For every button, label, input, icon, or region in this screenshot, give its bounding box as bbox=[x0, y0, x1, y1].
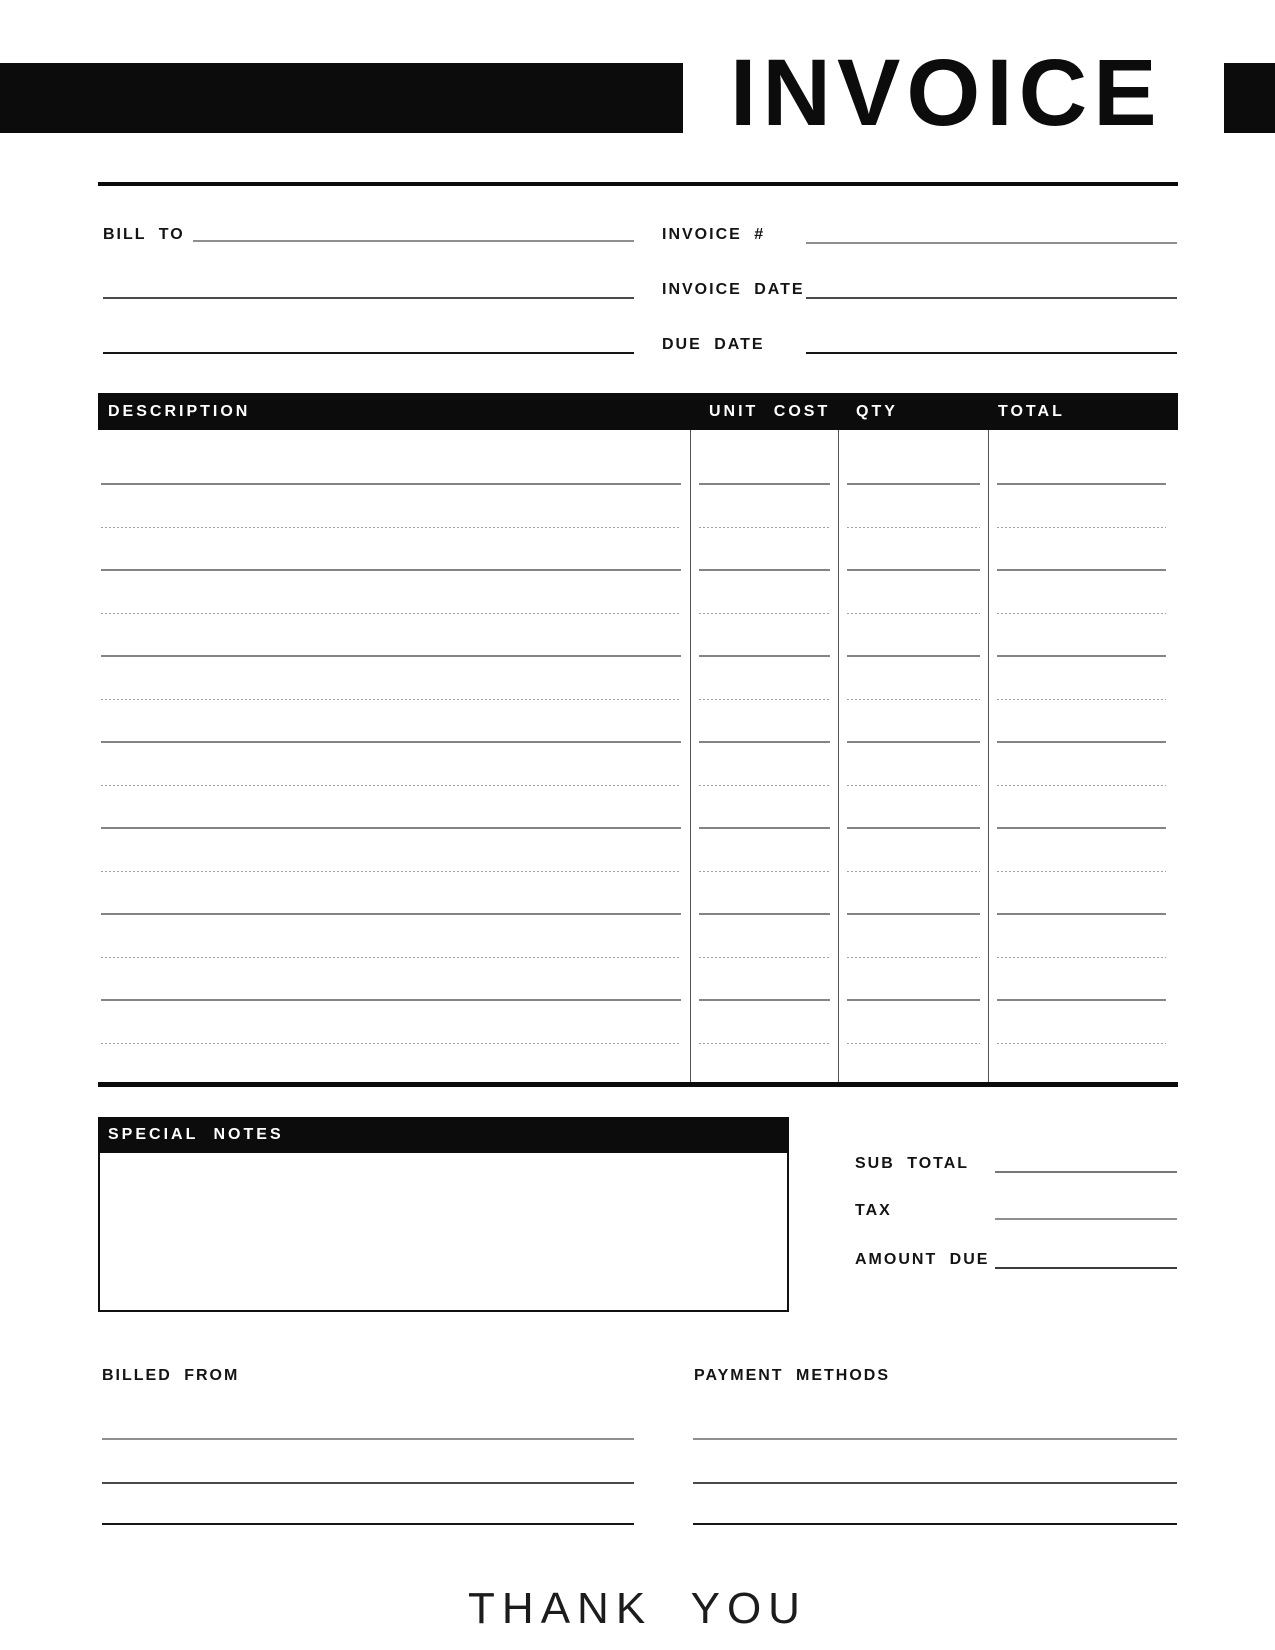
tax-line[interactable] bbox=[995, 1218, 1177, 1220]
table-cell[interactable] bbox=[691, 915, 839, 958]
table-cell[interactable] bbox=[839, 915, 989, 958]
table-cell[interactable] bbox=[839, 614, 989, 657]
table-row bbox=[98, 528, 1178, 571]
tax-label: TAX bbox=[855, 1202, 892, 1219]
items-table-spacer-row bbox=[98, 1044, 1178, 1082]
bill-to-line-1[interactable] bbox=[193, 240, 634, 242]
table-cell[interactable] bbox=[839, 786, 989, 829]
table-row bbox=[98, 571, 1178, 614]
table-cell[interactable] bbox=[691, 485, 839, 528]
col-header-unit-cost: UNIT COST bbox=[709, 402, 831, 420]
col-header-description: DESCRIPTION bbox=[108, 402, 251, 420]
table-cell[interactable] bbox=[691, 571, 839, 614]
table-cell[interactable] bbox=[839, 958, 989, 1001]
billed-from-line-3[interactable] bbox=[102, 1523, 634, 1525]
items-table-body bbox=[98, 430, 1178, 1044]
table-cell[interactable] bbox=[98, 700, 691, 743]
invoice-date-line[interactable] bbox=[806, 297, 1177, 299]
table-cell[interactable] bbox=[98, 829, 691, 872]
amount-due-line[interactable] bbox=[995, 1267, 1177, 1269]
table-cell[interactable] bbox=[839, 829, 989, 872]
items-table-bottom-rule bbox=[98, 1082, 1178, 1087]
table-cell[interactable] bbox=[691, 700, 839, 743]
billed-from-line-1[interactable] bbox=[102, 1438, 634, 1440]
payment-methods-line-2[interactable] bbox=[693, 1482, 1177, 1484]
table-cell[interactable] bbox=[691, 614, 839, 657]
table-cell[interactable] bbox=[98, 571, 691, 614]
thank-you-text: THANK YOU bbox=[468, 1584, 807, 1633]
table-cell[interactable] bbox=[98, 872, 691, 915]
table-cell[interactable] bbox=[989, 872, 1178, 915]
table-row bbox=[98, 1001, 1178, 1044]
amount-due-label: AMOUNT DUE bbox=[855, 1251, 990, 1268]
table-cell[interactable] bbox=[839, 571, 989, 614]
billed-from-line-2[interactable] bbox=[102, 1482, 634, 1484]
table-cell[interactable] bbox=[691, 829, 839, 872]
table-cell[interactable] bbox=[691, 430, 839, 485]
table-cell[interactable] bbox=[98, 786, 691, 829]
bill-to-line-3[interactable] bbox=[103, 352, 634, 354]
table-cell[interactable] bbox=[989, 571, 1178, 614]
table-cell[interactable] bbox=[691, 958, 839, 1001]
table-cell[interactable] bbox=[691, 872, 839, 915]
invoice-number-label: INVOICE # bbox=[662, 226, 766, 243]
table-row bbox=[98, 786, 1178, 829]
table-row bbox=[98, 485, 1178, 528]
items-table-header bbox=[98, 393, 1178, 430]
table-cell[interactable] bbox=[98, 528, 691, 571]
brand-color-bar bbox=[0, 63, 683, 133]
table-row bbox=[98, 430, 1178, 485]
table-row bbox=[98, 829, 1178, 872]
table-cell[interactable] bbox=[98, 1001, 691, 1044]
table-cell[interactable] bbox=[98, 915, 691, 958]
corner-accent-square bbox=[1224, 63, 1275, 133]
due-date-label: DUE DATE bbox=[662, 336, 765, 353]
table-cell[interactable] bbox=[989, 485, 1178, 528]
table-row bbox=[98, 915, 1178, 958]
table-cell[interactable] bbox=[989, 528, 1178, 571]
items-table bbox=[98, 393, 1178, 1087]
table-cell[interactable] bbox=[989, 657, 1178, 700]
table-cell[interactable] bbox=[839, 872, 989, 915]
table-row bbox=[98, 700, 1178, 743]
special-notes-bar bbox=[98, 1117, 789, 1153]
payment-methods-label: PAYMENT METHODS bbox=[694, 1367, 891, 1384]
table-cell[interactable] bbox=[98, 430, 691, 485]
col-header-qty: QTY bbox=[856, 402, 898, 420]
table-cell[interactable] bbox=[839, 485, 989, 528]
bill-to-line-2[interactable] bbox=[103, 297, 634, 299]
sub-total-line[interactable] bbox=[995, 1171, 1177, 1173]
table-cell[interactable] bbox=[98, 657, 691, 700]
table-cell[interactable] bbox=[989, 915, 1178, 958]
table-cell[interactable] bbox=[98, 614, 691, 657]
table-cell[interactable] bbox=[691, 1001, 839, 1044]
table-cell[interactable] bbox=[691, 743, 839, 786]
table-cell[interactable] bbox=[989, 786, 1178, 829]
invoice-date-label: INVOICE DATE bbox=[662, 281, 805, 298]
table-cell[interactable] bbox=[839, 700, 989, 743]
table-cell[interactable] bbox=[839, 1001, 989, 1044]
special-notes-label: SPECIAL NOTES bbox=[108, 1126, 284, 1143]
table-cell[interactable] bbox=[98, 958, 691, 1001]
table-row bbox=[98, 657, 1178, 700]
table-cell[interactable] bbox=[989, 430, 1178, 485]
payment-methods-line-1[interactable] bbox=[693, 1438, 1177, 1440]
table-cell[interactable] bbox=[98, 743, 691, 786]
due-date-line[interactable] bbox=[806, 352, 1177, 354]
table-cell[interactable] bbox=[839, 743, 989, 786]
table-cell[interactable] bbox=[691, 528, 839, 571]
table-row bbox=[98, 743, 1178, 786]
table-cell[interactable] bbox=[691, 786, 839, 829]
table-row bbox=[98, 872, 1178, 915]
table-cell[interactable] bbox=[989, 1001, 1178, 1044]
payment-methods-line-3[interactable] bbox=[693, 1523, 1177, 1525]
table-cell[interactable] bbox=[839, 657, 989, 700]
billed-from-label: BILLED FROM bbox=[102, 1367, 240, 1384]
table-cell[interactable] bbox=[839, 430, 989, 485]
table-row bbox=[98, 614, 1178, 657]
col-header-total: TOTAL bbox=[998, 402, 1065, 420]
table-row bbox=[98, 958, 1178, 1001]
table-cell[interactable] bbox=[989, 743, 1178, 786]
table-cell[interactable] bbox=[691, 657, 839, 700]
header-rule bbox=[98, 182, 1178, 186]
sub-total-label: SUB TOTAL bbox=[855, 1155, 970, 1172]
bill-to-label: BILL TO bbox=[103, 226, 185, 243]
table-cell[interactable] bbox=[989, 614, 1178, 657]
invoice-number-line[interactable] bbox=[806, 242, 1177, 244]
table-cell[interactable] bbox=[98, 485, 691, 528]
table-cell[interactable] bbox=[989, 829, 1178, 872]
page-title: INVOICE bbox=[730, 40, 1163, 146]
table-cell[interactable] bbox=[839, 528, 989, 571]
table-cell[interactable] bbox=[989, 700, 1178, 743]
table-cell[interactable] bbox=[989, 958, 1178, 1001]
